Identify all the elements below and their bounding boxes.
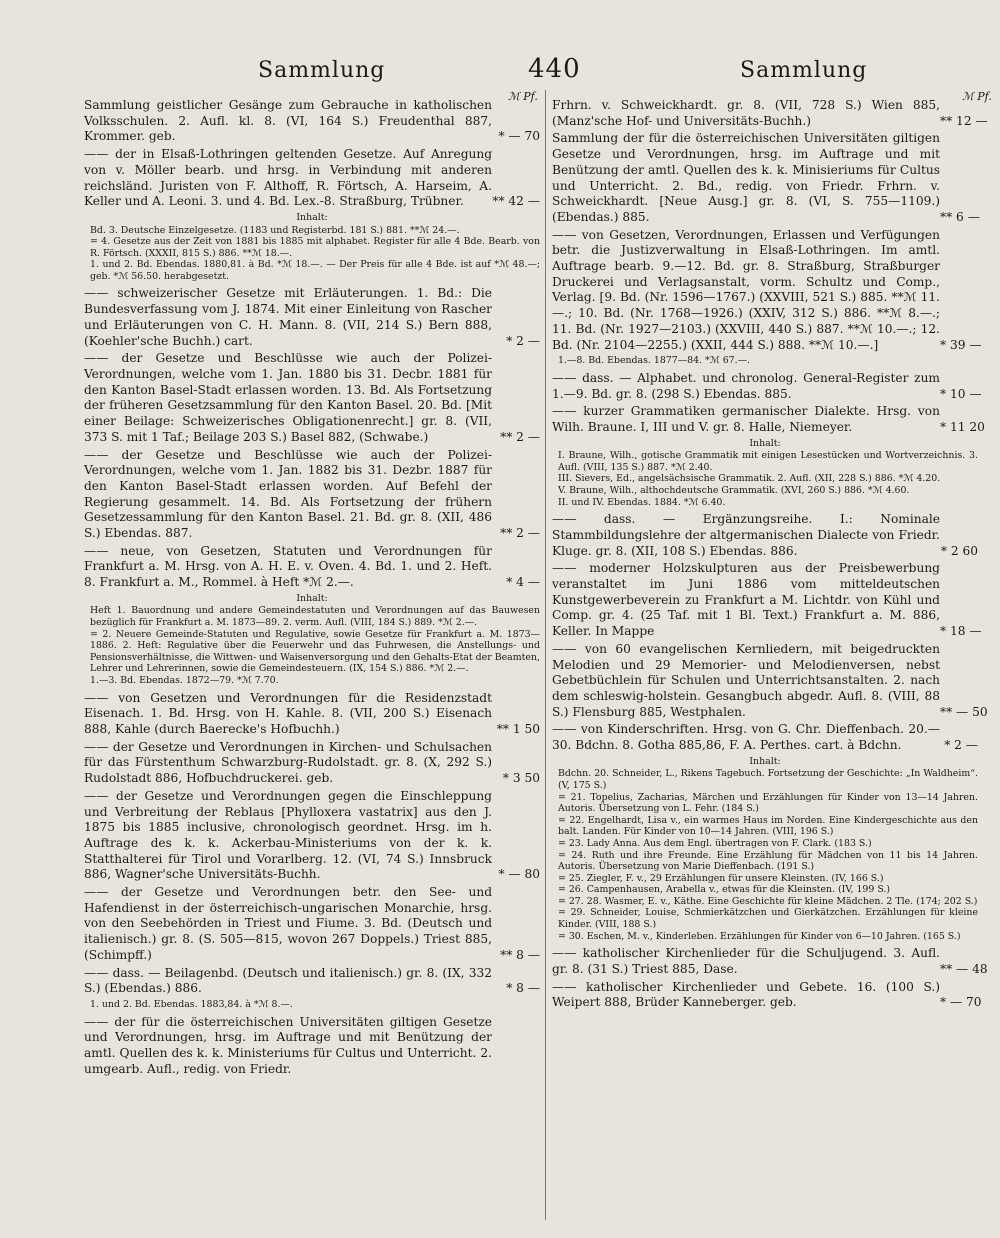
contents-line: Heft 1. Bauordnung und andere Gemeindestatuten und Verordnungen auf das Bauwesen bezüglich für Frankfurt a. M. 1873—89. 2. verm. Aufl. (VIII, 184 S.) 889. *ℳ 2.—. [90, 605, 540, 629]
entry-price: * 10 — [940, 386, 982, 401]
contents-heading: Inhalt: [749, 437, 781, 449]
catalog-entry [552, 370, 982, 402]
page-number: 440 [528, 54, 581, 84]
contents-line: = 22. Engelhardt, Lisa v., ein warmes Haus im Norden. Eine Kindergeschichte aus den balt. Landen. Für Kinder von 10—14 Jahren. (VIII, 196 S.) [558, 814, 978, 838]
catalog-entry [552, 131, 978, 225]
catalog-entry [84, 286, 540, 349]
entry-price: * — 80 [498, 867, 540, 882]
catalog-entry [552, 641, 988, 721]
entry-price: * 11 20 [940, 419, 985, 434]
contents-line: 1. und 2. Bd. Ebendas. 1880,81. à Bd. *ℳ 18.—. — Der Preis für alle 4 Bde. ist auf *ℳ 48.—; geb. *ℳ 56.50. herabgesetzt. [90, 259, 540, 282]
entry-text: —— kurzer Grammatiken germanischer Dialekte. Hrsg. von Wilh. Braune. I, III und V. gr. 8. Halle, Niemeyer. [552, 404, 940, 434]
entry-price: ** — 48 [940, 961, 988, 976]
contents-line: Bdchn. 20. Schneider, L., Rikens Tagebuch. Fortsetzung der Geschichte: „In Waldheim“. (V, 175 S.) [558, 768, 978, 791]
contents-line: 1.—8. Bd. Ebendas. 1877—84. *ℳ 67.—. [558, 355, 750, 367]
entry-text: —— von 60 evangelischen Kernliedern, mit beigedruckten Melodien und 29 Memorier- und Melodienversen, nebst Gebetbüchlein für Schulen und Unterrichtsanstalten. 2. nach dem schleswig-holstein. Gesangbuch abgedr. Aufl. 8. (VIII, 88 S.) Flensburg 885, Westphalen. [552, 641, 940, 719]
contents-line: = 24. Ruth und ihre Freunde. Eine Erzählung für Mädchen von 11 bis 14 Jahren. Autoris. Übersetzung von Marie Dieffenbach. (191 S.) [558, 849, 978, 873]
entry-price: * 39 — [940, 337, 982, 352]
entry-text: —— neue, von Gesetzen, Statuten und Verordnungen für Frankfurt a. M. Hrsg. von A. H. E. v. Oven. 4. Bd. 1. und 2. Heft. 8. Frankfurt a. M., Rommel. à Heft *ℳ 2.—. [84, 543, 492, 590]
catalog-entry [84, 448, 540, 542]
contents-note [552, 438, 978, 509]
catalog-entry [84, 740, 540, 787]
catalog-entry [552, 227, 982, 354]
catalog-entry [552, 404, 985, 435]
entry-price: ** 8 — [500, 947, 540, 962]
entry-price: ** 6 — [940, 209, 980, 224]
entry-text: —— von Kinderschriften. Hrsg. von G. Chr. Dieffenbach. 20.—30. Bdchn. 8. Gotha 885,86, F. A. Perthes. cart. à Bdchn. [552, 722, 940, 753]
contents-line: Bd. 3. Deutsche Einzelgesetze. (1183 und Registerbd. 181 S.) 881. **ℳ 24.—. [90, 224, 460, 236]
entry-text: —— der in Elsaß-Lothringen geltenden Gesetze. Auf Anregung von v. Möller bearb. und hrsg. in Verbindung mit anderen reichsländ. Juristen von F. Althoff, R. Förtsch, A. Harseim, A. Keller und A. Leoni. 3. und 4. Bd. Lex.-8. Straßburg, Trübner. [84, 147, 492, 209]
left-price-column-mark: ℳ Pf. [508, 90, 538, 103]
entry-text: —— moderner Holzskulpturen aus der Preisbewerbung veranstaltet im Juni 1886 vom mitteldeutschen Kunstgewerbeverein zu Frankfurt a M. Lichtdr. von Kühl und Comp. gr. 4. (25 Taf. mit 1 Bl. Text.) Frankfurt a. M. 886, Keller. In Mappe [552, 561, 940, 639]
entry-text: —— schweizerischer Gesetze mit Erläuterungen. 1. Bd.: Die Bundesverfassung vom J. 1874. Mit einer Einleitung von Rascher und Erläuterungen von C. H. Mann. 8. (VII, 214 S.) Bern 888, (Koehler'sche Buchh.) cart. [84, 286, 492, 348]
contents-line: = 27. 28. Wasmer, E. v., Käthe. Eine Geschichte für kleine Mädchen. 2 Tle. (174; 202 S.) [558, 895, 978, 907]
right-price-column-mark: ℳ Pf. [962, 90, 992, 103]
entry-text: —— von Gesetzen, Verordnungen, Erlassen und Verfügungen betr. die Justizverwaltung in Elsaß-Lothringen. Im amtl. Auftrage bearb. 9.—12. Bd. gr. 8. Straßburg, Straßburger Druckerei und Verlagsanstalt, vorm. Schultz und Comp., Verlag. [9. Bd. (Nr. 1596—1767.) (XXVIII, 521 S.) 885. **ℳ 11.—.; 10. Bd. (Nr. 1768—1926.) (XXIV, 312 S.) 886. **ℳ 8.—.; 11. Bd. (Nr. 1927—2103.) (XXVIII, 440 S.) 887. **ℳ 10.—.; 12. Bd. (Nr. 2104—2255.) (XXII, 444 S.) 888. **ℳ 10.—.] [552, 227, 940, 352]
column-divider [545, 90, 546, 1220]
entry-text: Sammlung geistlicher Gesänge zum Gebrauche in katholischen Volksschulen. 2. Aufl. kl. 8. (VI, 164 S.) Freudenthal 887, Krommer. geb. [84, 98, 492, 144]
entry-text: —— der Gesetze und Verordnungen in Kirchen- und Schulsachen für das Fürstenthum Schwarzburg-Rudolstadt. gr. 8. (X, 292 S.) Rudolstadt 886, Hofbuchdruckerei. geb. [84, 739, 492, 786]
entry-price: ** — 50 [940, 704, 988, 719]
left-running-head: Sammlung [258, 58, 386, 83]
entry-price: * 2 — [506, 333, 540, 348]
contents-heading: Inhalt: [296, 592, 328, 604]
entry-price: * 2 60 [940, 543, 978, 558]
catalog-entry [552, 946, 988, 977]
entry-text: —— der Gesetze und Verordnungen betr. den See- und Hafendienst in der österreichisch-ungarischen Monarchie, hrsg. von den Seebehörden in Triest und Fiume. 3. Bd. (Deutsch und italienisch.) gr. 8. (S. 505—815, wovon 267 Doppels.) Triest 885, (Schimpff.) [84, 885, 492, 962]
contents-line: = 30. Eschen, M. v., Kinderleben. Erzählungen für Kinder von 6—10 Jahren. (165 S.) [558, 930, 961, 942]
contents-line: I. Braune, Wilh., gotische Grammatik mit einigen Lesestücken und Wortverzeichnis. 3. Aufl. (VIII, 135 S.) 887. *ℳ 2.40. [558, 450, 978, 473]
entry-price: ** 2 — [500, 526, 540, 541]
entry-price: * 3 50 [502, 771, 540, 786]
catalog-entry [84, 351, 540, 445]
entry-text: —— katholischer Kirchenlieder und Gebete. 16. (100 S.) Weipert 888, Brüder Kanneberger. geb. [552, 979, 940, 1010]
entry-price: * — 70 [940, 995, 982, 1010]
contents-line: = 21. Topelius, Zacharias, Märchen und Erzählungen für Kinder von 13—14 Jahren. Autoris. Übersetzung von L. Fehr. (184 S.) [558, 791, 978, 815]
entry-price: ** 2 — [500, 429, 540, 444]
entry-text: —— der Gesetze und Beschlüsse wie auch der Polizei-Verordnungen, welche vom 1. Jan. 1882 bis 31. Dezbr. 1887 für den Kanton Basel-Stadt erlassen worden. Auf Befehl der Regierung gesammelt. 14. Bd. Als Fortsetzung der frühern Gesetzessammlung für den Kanton Basel. 21. Bd. gr. 8. (XII, 486 S.) Ebendas. 887. [84, 447, 492, 541]
catalog-entry [84, 789, 540, 883]
entry-price: * 2 — [944, 738, 978, 753]
catalog-entry [84, 147, 540, 210]
entry-price: * 4 — [506, 575, 540, 590]
contents-line: = 26. Campenhausen, Arabella v., etwas für die Kleinsten. (IV, 199 S.) [558, 884, 891, 896]
contents-note [552, 756, 978, 943]
contents-heading: Inhalt: [749, 755, 781, 767]
entry-text: —— der Gesetze und Beschlüsse wie auch der Polizei-Verordnungen, welche vom 1. Jan. 1880 bis 31. Decbr. 1881 für den Kanton Basel-Stadt erlassen worden. 13. Bd. Als Fortsetzung der früheren Gesetzsammlung für den Kanton Basel. 20. Bd. [Mit einer Beilage: Schweizerisches Obligationenrecht.] gr. 8. (VII, 373 S. mit 1 Taf.; Beilage 203 S.) Basel 882, (Schwabe.) [84, 351, 492, 444]
contents-line: II. und IV. Ebendas. 1884. *ℳ 6.40. [558, 496, 726, 508]
contents-line: = 4. Gesetze aus der Zeit von 1881 bis 1885 mit alphabet. Register für alle 4 Bde. Bearb. von R. Förtsch. (XXXII, 815 S.) 886. **ℳ 18.—. [90, 236, 540, 259]
entry-text: —— dass. — Beilagenbd. (Deutsch und italienisch.) gr. 8. (IX, 332 S.) (Ebendas.) 886. [84, 965, 492, 996]
catalog-entry [84, 691, 540, 738]
contents-line: = 29. Schneider, Louise, Schmierkätzchen und Gierkätzchen. Erzählungen für kleine Kinder. (VIII, 188 S.) [558, 907, 978, 931]
entry-price: * 8 — [506, 981, 540, 996]
contents-line: V. Braune, Wilh., althochdeutsche Grammatik. (XVI, 260 S.) 886. *ℳ 4.60. [558, 485, 910, 497]
contents-line: = 23. Lady Anna. Aus dem Engl. übertragen von F. Clark. (183 S.) [558, 837, 872, 849]
entry-price: * 18 — [940, 624, 982, 639]
contents-note [84, 593, 540, 687]
contents-note [84, 212, 540, 283]
entry-text: —— dass. — Ergänzungsreihe. I.: Nominale Stammbildungslehre der altgermanischen Dialecte von Friedr. Kluge. gr. 8. (XII, 108 S.) Ebendas. 886. [552, 512, 940, 558]
contents-line: III. Sievers, Ed., angelsächsische Grammatik. 2. Aufl. (XII, 228 S.) 886. *ℳ 4.20. [558, 473, 941, 485]
entry-text: —— der Gesetze und Verordnungen gegen die Einschleppung und Verbreitung der Reblaus [Phylloxera vastatrix] aus den J. 1875 bis 1885 inclusive, chronologisch geordnet. Hrsg. im h. Auftrage des k. k. Ackerbau-Ministeriums von der k. k. Statthalterei für Tirol und Vorarlberg. 12. (VI, 74 S.) Innsbruck 886, Wagner'sche Universitäts-Buchh. [84, 788, 492, 882]
contents-heading: Inhalt: [296, 211, 328, 223]
catalog-entry [84, 98, 540, 145]
contents-line: = 2. Neuere Gemeinde-Statuten und Regulative, sowie Gesetze für Frankfurt a. M. 1873—1886. 2. Heft: Regulative über die Feuerwehr und das Fuhrwesen, die Anstellungs- und Pensionsverhältnisse, die Wittwen- und Waisenversorgung und den Gehalts-Etat der Beamten, Lehrer und Lehrerinnen, sowie die Gemeindesteuern. (IX, 154 S.) 886. *ℳ 2.—. [90, 628, 540, 675]
catalog-entry [552, 722, 978, 753]
entry-text: Sammlung der für die österreichischen Universitäten giltigen Gesetze und Verordnungen, hrsg. im Auftrage und mit Benützung der amtl. Quellen des k. k. Minisieriums für Cultus und Unterricht. 2. Bd., redig. von Friedr. Frhrn. v. Schweickhardt. [Neue Ausg.] gr. 8. (VI, S. 755—1109.) (Ebendas.) 885. [552, 131, 940, 224]
catalog-entry [552, 98, 988, 129]
catalog-entry [84, 544, 540, 591]
entry-price: * — 70 [498, 129, 540, 144]
right-column [552, 98, 988, 1013]
entry-text: —— von Gesetzen und Verordnungen für die Residenzstadt Eisenach. 1. Bd. Hrsg. von H. Kahle. 8. (VII, 200 S.) Eisenach 888, Kahle (durch Baerecke's Hofbuchh.) [84, 690, 492, 736]
catalog-entry [84, 885, 540, 964]
left-column [84, 98, 540, 1079]
entry-price: ** 42 — [492, 194, 540, 209]
contents-line: 1. und 2. Bd. Ebendas. 1883,84. à *ℳ 8.—. [90, 998, 293, 1010]
contents-line: 1.—3. Bd. Ebendas. 1872—79. *ℳ 7.70. [90, 675, 279, 686]
entry-text: Frhrn. v. Schweickhardt. gr. 8. (VII, 728 S.) Wien 885, (Manz'sche Hof- und Universitäts-Buchh.) [552, 98, 940, 128]
entry-text: —— dass. — Alphabet. und chronolog. General-Register zum 1.—9. Bd. gr. 8. (298 S.) Ebendas. 885. [552, 370, 940, 401]
entry-text: —— der für die österreichischen Universitäten giltigen Gesetze und Verordnungen, hrsg. im Auftrage und mit Benützung der amtl. Quellen des k. k. Ministeriums für Cultus und Unterricht. 2. umgearb. Aufl., redig. von Friedr. [84, 1014, 492, 1076]
catalog-entry [84, 966, 540, 997]
contents-note [552, 355, 978, 367]
contents-line: = 25. Ziegler, F. v., 29 Erzählungen für unsere Kleinsten. (IV, 166 S.) [558, 872, 884, 884]
contents-note [84, 999, 540, 1011]
catalog-entry [552, 979, 982, 1011]
entry-text: —— katholischer Kirchenlieder für die Schuljugend. 3. Aufl. gr. 8. (31 S.) Triest 885, Dase. [552, 946, 940, 976]
right-running-head: Sammlung [740, 58, 868, 83]
entry-price: ** 1 50 [496, 722, 540, 736]
entry-price: ** 12 — [940, 113, 988, 128]
catalog-entry [552, 512, 978, 559]
catalog-entry [84, 1015, 540, 1078]
catalog-entry [552, 561, 982, 640]
